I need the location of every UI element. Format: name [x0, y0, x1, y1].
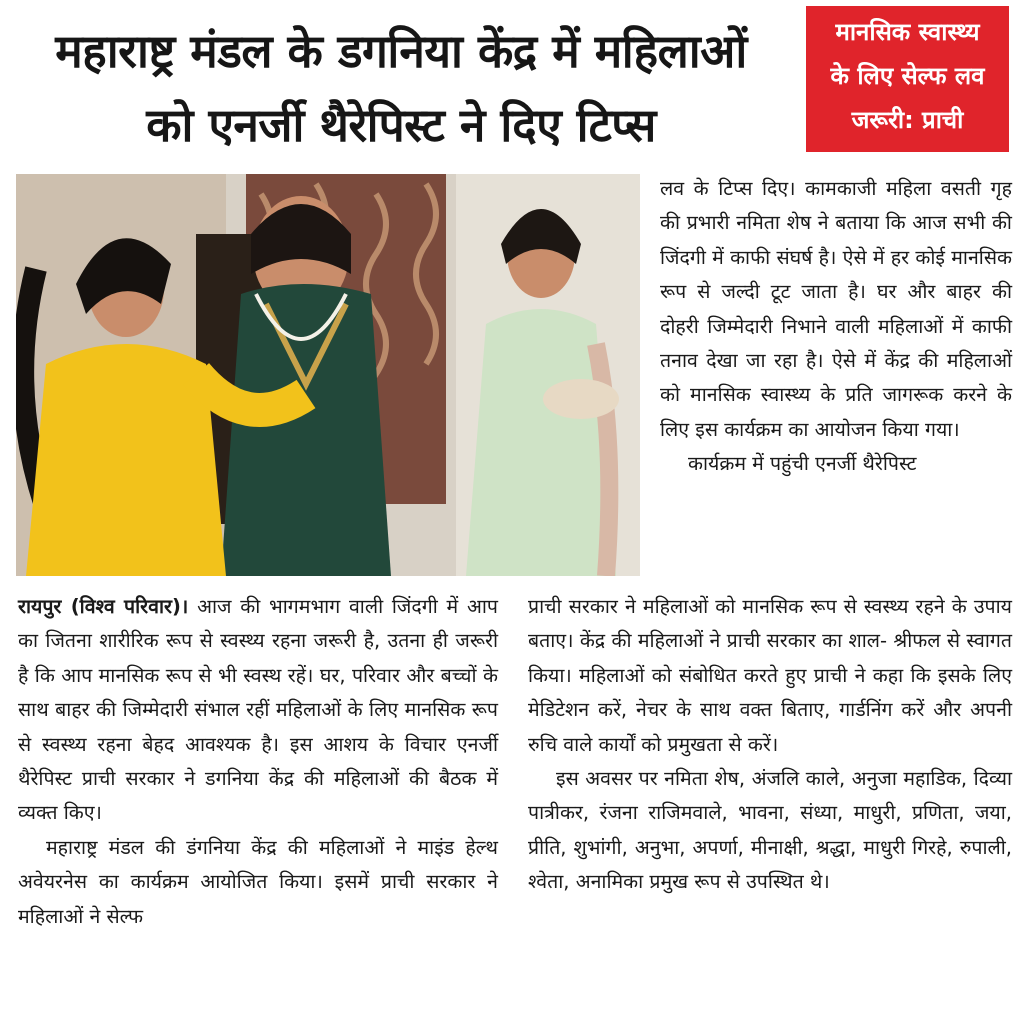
sidebar-line-2: के लिए सेल्फ लव: [830, 62, 985, 90]
sidebar-highlight-box: [806, 6, 1009, 152]
headline-line-2: को एनर्जी थैरेपिस्ट ने दिए टिप्स: [146, 98, 656, 152]
photo-illustration: [16, 174, 640, 576]
article-paragraph-2: महाराष्ट्र मंडल की डंगनिया केंद्र की महिलाओं ने माइंड हेल्थ अवेयरनेस का कार्यक्रम आयोजित किया। इसमें प्राची सरकार ने महिलाओं ने सेल्फ: [18, 835, 498, 928]
article-paragraph-1: [18, 590, 498, 831]
news-photo: [16, 174, 640, 576]
sidebar-line-1: मानसिक स्वास्थ्य: [835, 18, 980, 46]
article-column-left: [18, 590, 498, 934]
article-paragraph: इस अवसर पर नमिता शेष, अंजलि काले, अनुजा महाडिक, दिव्या पात्रीकर, रंजना राजिमवाले, भावना, संध्या, माधुरी, प्रणिता, जया, प्रीति, शुभांगी, अनुभा, अपर्णा, मीनाक्षी, श्रद्धा, माधुरी गिरहे, रुपाली, श्वेता, अनामिका प्रमुख रूप से उपस्थित थे।: [528, 767, 1012, 894]
article-text: आज की भागमभाग वाली जिंदगी में आप का जितना शारीरिक रूप से स्वस्थ्य रहना जरूरी है, उतना ही जरूरी है कि आप मानसिक रूप से भी स्वस्थ रहें। घर, परिवार और बच्चों के साथ बाहर की जिम्मेदारी संभाल रहीं महिलाओं के लिए मानसिक रूप से स्वस्थ्य रहना बेहद आवश्यक है। इस आशय के विचार एनर्जी थैरेपिस्ट प्राची सरकार ने डगनिया केंद्र की महिलाओं की बैठक में व्यक्त किए।: [18, 595, 498, 825]
article-paragraph: कार्यक्रम में पहुंची एनर्जी थैरेपिस्ट: [688, 452, 917, 476]
sidebar-line-3: जरूरी: प्राची: [851, 106, 964, 134]
headline: [16, 14, 786, 162]
dateline: रायपुर (विश्व परिवार)।: [18, 595, 189, 618]
article-paragraph: लव के टिप्स दिए। कामकाजी महिला वसती गृह की प्रभारी नमिता शेष ने बताया कि आज सभी की जिंदगी में काफी संघर्ष है। ऐसे में हर कोई मानसिक रूप से जल्दी टूट जाता है। घर और बाहर की दोहरी जिम्मेदारी निभाने वाली महिलाओं में काफी तनाव देखा जा रहा है। ऐसे में केंद्र की महिलाओं को मानसिक स्वास्थ्य के प्रति जागरूक करने के लिए इस कार्यक्रम का आयोजन किया गया।: [660, 177, 1012, 441]
headline-line-1: महाराष्ट्र मंडल के डगनिया केंद्र में महिलाओं: [55, 24, 747, 78]
article-column-middle: [528, 590, 1012, 900]
article-column-right-top: [660, 172, 1012, 482]
article-paragraph: प्राची सरकार ने महिलाओं को मानसिक रूप से स्वस्थ्य रहने के उपाय बताए। केंद्र की महिलाओं ने प्राची सरकार का शाल- श्रीफल से स्वागत किया। महिलाओं को संबोधित करते हुए प्राची ने कहा कि इसके लिए मेडिटेशन करें, नेचर के साथ वक्त बिताए, गार्डनिंग करें और अपनी रुचि वाले कार्यों को प्रमुखता से करें।: [528, 595, 1012, 756]
